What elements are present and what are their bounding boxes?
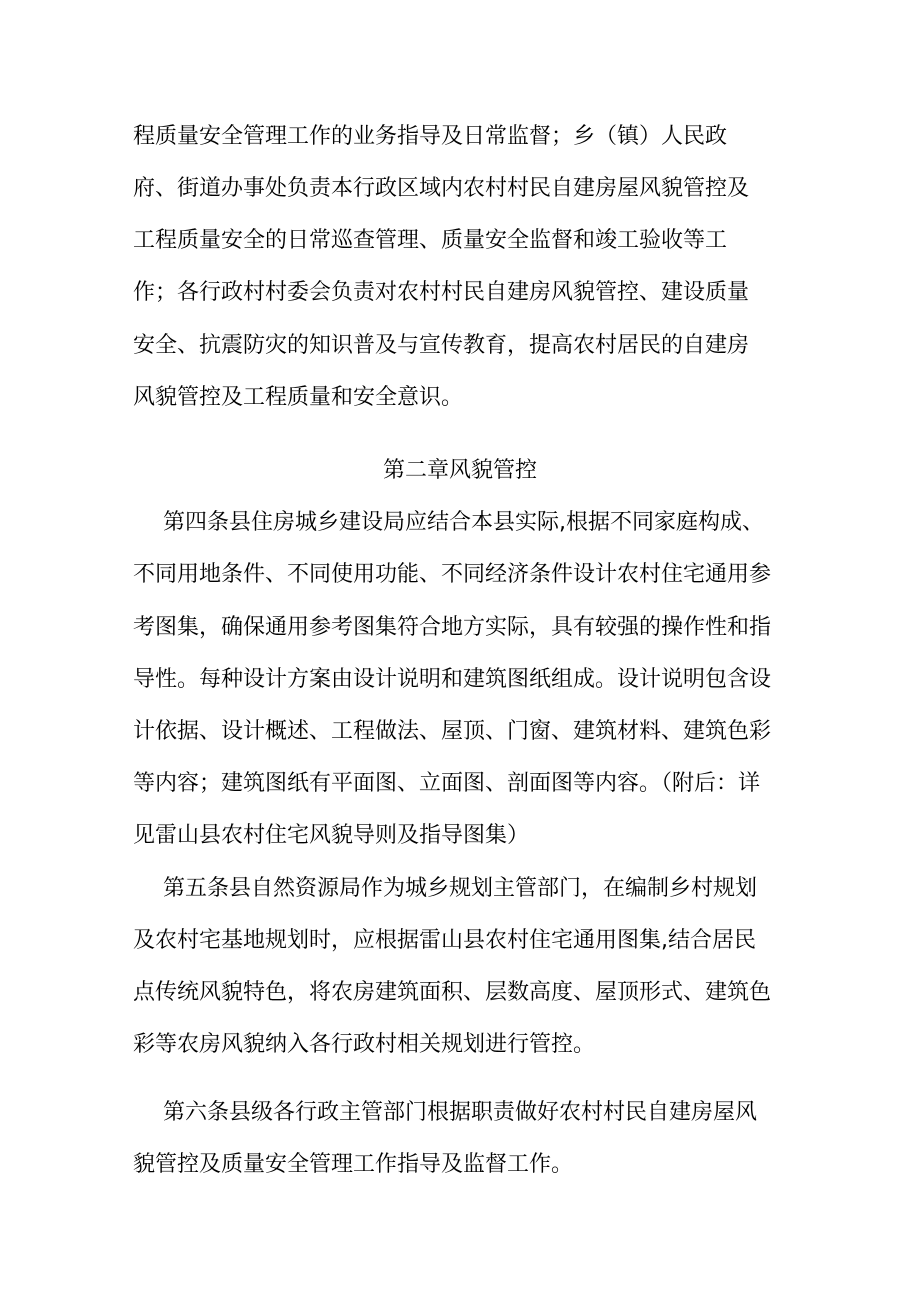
article-5-line-2: 及农村宅基地规划时，应根据雷山县农村住宅通用图集,结合居民 bbox=[133, 928, 756, 953]
paragraph-1-line-4: 作；各行政村村委会负责对农村村民自建房风貌管控、建设质量 bbox=[133, 280, 750, 305]
article-4-line-1: 第四条县住房城乡建设局应结合本县实际,根据不同家庭构成、 bbox=[163, 510, 764, 535]
paragraph-1-line-2: 府、街道办事处负责本行政区域内农村村民自建房屋风貌管控及 bbox=[133, 176, 750, 201]
chapter-title: 第二章风貌管控 bbox=[382, 458, 537, 483]
article-4-line-6: 等内容；建筑图纸有平面图、立面图、剖面图等内容。（附后：详 bbox=[133, 771, 761, 796]
article-4-line-3: 考图集，确保通用参考图集符合地方实际，具有较强的操作性和指 bbox=[133, 615, 772, 640]
article-5-line-4: 彩等农房风貌纳入各行政村相关规划进行管控。 bbox=[133, 1032, 596, 1057]
paragraph-1-line-3: 工程质量安全的日常巡查管理、质量安全监督和竣工验收等工 bbox=[133, 228, 728, 253]
paragraph-1-line-5: 安全、抗震防灾的知识普及与宣传教育，提高农村居民的自建房 bbox=[133, 333, 750, 358]
article-5-line-3: 点传统风貌特色，将农房建筑面积、层数高度、屋顶形式、建筑色 bbox=[133, 980, 772, 1005]
article-4-line-2: 不同用地条件、不同使用功能、不同经济条件设计农村住宅通用参 bbox=[133, 562, 772, 587]
article-5-line-1: 第五条县自然资源局作为城乡规划主管部门，在编制乡村规划 bbox=[163, 876, 758, 901]
paragraph-1-line-6: 风貌管控及工程质量和安全意识。 bbox=[133, 385, 464, 410]
article-4-line-5: 计依据、设计概述、工程做法、屋顶、门窗、建筑材料、建筑色彩 bbox=[133, 719, 772, 744]
article-4-line-7: 见雷山县农村住宅风貌导则及指导图集） bbox=[133, 823, 530, 848]
paragraph-1-line-1: 程质量安全管理工作的业务指导及日常监督；乡（镇）人民政 bbox=[133, 124, 728, 149]
article-6-line-1: 第六条县级各行政主管部门根据职责做好农村村民自建房屋风 bbox=[163, 1100, 758, 1125]
article-4-line-4: 导性。每种设计方案由设计说明和建筑图纸组成。设计说明包含设 bbox=[133, 667, 772, 692]
article-6-line-2: 貌管控及质量安全管理工作指导及监督工作。 bbox=[133, 1152, 574, 1177]
